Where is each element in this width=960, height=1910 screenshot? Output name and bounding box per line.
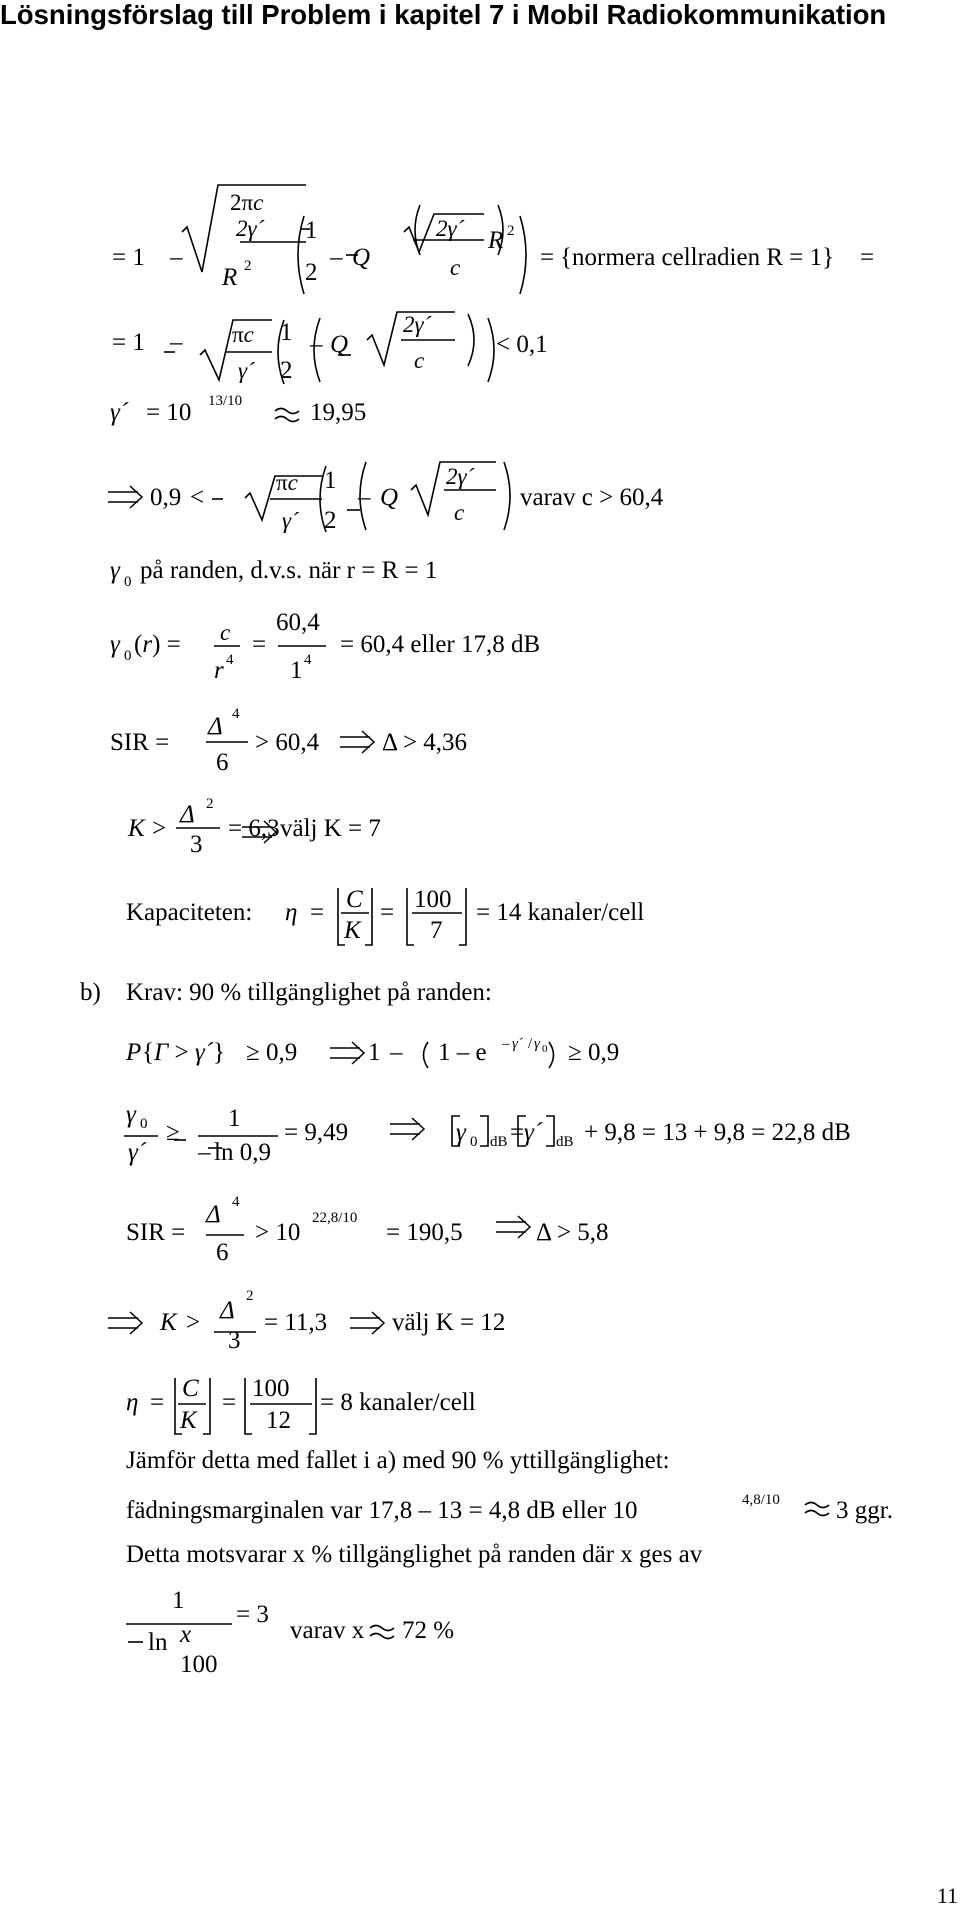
svg-text:100: 100 — [414, 886, 452, 913]
svg-text:7: 7 — [430, 917, 443, 944]
svg-text:≥ 0,9: ≥ 0,9 — [568, 1039, 620, 1066]
svg-text:SIR =: SIR = — [126, 1219, 186, 1246]
svg-text:< 0,1: < 0,1 — [496, 331, 548, 358]
svg-text:Q: Q — [352, 244, 371, 271]
svg-text:(r) =: (r) = — [134, 631, 181, 658]
svg-text:Δ: Δ — [220, 1297, 235, 1324]
pa-randen: på randen, d.v.s. när r = R = 1 — [140, 557, 438, 584]
svg-text:1: 1 — [228, 1105, 241, 1132]
svg-text:/: / — [528, 1036, 533, 1052]
svg-text:–: – — [358, 484, 371, 511]
svg-text:η: η — [285, 899, 298, 926]
svg-text:–: – — [310, 331, 323, 358]
fadnings-text: fädningsmarginalen var 17,8 – 13 = 4,8 dB eller 10 — [126, 1497, 638, 1524]
exponent-13-10: 13/10 — [208, 393, 243, 409]
svg-text:c: c — [450, 255, 461, 280]
svg-text:γ´: γ´ — [238, 358, 255, 383]
svg-text:γ´: γ´ — [110, 399, 129, 426]
svg-text:–: – — [390, 1039, 403, 1066]
varav-c: varav c > 60,4 — [520, 484, 664, 511]
svg-text:=: = — [510, 1119, 525, 1146]
svg-text:Δ: Δ — [180, 801, 195, 828]
svg-text:{Γ > γ´}: {Γ > γ´} — [142, 1039, 226, 1066]
svg-text:K: K — [160, 1309, 177, 1336]
valj-k7: välj K = 7 — [280, 815, 381, 842]
svg-text:> 10: > 10 — [255, 1219, 301, 1246]
svg-text:P: P — [126, 1039, 142, 1066]
normera-text: {normera cellradien R = 1} — [560, 244, 835, 271]
svg-text:= 1: = 1 — [112, 329, 145, 356]
svg-text:= 1: = 1 — [112, 244, 145, 271]
exponent-4-8-10: 4,8/10 — [742, 1492, 780, 1508]
svg-text:=: = — [150, 1389, 165, 1416]
svg-text:dB: dB — [556, 1134, 574, 1150]
valj-k12: välj K = 12 — [392, 1309, 506, 1336]
svg-text:4: 4 — [304, 652, 312, 668]
svg-text:SIR =: SIR = — [110, 729, 170, 756]
svg-text:2: 2 — [244, 258, 252, 274]
svg-text:R: R — [222, 264, 238, 291]
sir-b-result: = 190,5 — [386, 1219, 463, 1246]
svg-text:1: 1 — [305, 217, 318, 244]
svg-text:6: 6 — [216, 1239, 229, 1266]
svg-text:4: 4 — [232, 706, 240, 722]
svg-text:γ´: γ´ — [128, 1139, 147, 1166]
svg-text:4: 4 — [232, 1194, 240, 1210]
svg-text:100: 100 — [180, 1651, 218, 1678]
svg-text:2γ´: 2γ´ — [403, 312, 432, 337]
k-b-result: = 11,3 — [264, 1309, 328, 1336]
svg-text:ln 0,9: ln 0,9 — [214, 1139, 271, 1166]
svg-text:3: 3 — [228, 1327, 241, 1354]
svg-text:γ´: γ´ — [282, 508, 299, 533]
svg-text:≥ 0,9: ≥ 0,9 — [246, 1039, 298, 1066]
svg-text:4: 4 — [226, 652, 234, 668]
svg-text:C: C — [346, 886, 363, 913]
svg-text:–: – — [198, 1139, 211, 1166]
svg-text:K: K — [180, 1407, 197, 1434]
svg-text:≥: ≥ — [166, 1119, 180, 1146]
svg-text:γ: γ — [110, 631, 120, 658]
svg-text:γ: γ — [110, 557, 120, 584]
svg-text:= 3: = 3 — [236, 1601, 269, 1628]
svg-text:>: > — [152, 815, 167, 842]
svg-text:=: = — [252, 631, 267, 658]
svg-text:0: 0 — [542, 1043, 548, 1055]
svg-text:0: 0 — [470, 1134, 478, 1150]
eq-60-4-eller: = 60,4 eller 17,8 dB — [340, 631, 541, 658]
svg-text:2: 2 — [280, 357, 293, 384]
krav-text: Krav: 90 % tillgänglighet på randen: — [126, 979, 492, 1006]
svg-text:1: 1 — [324, 467, 337, 494]
x-72-percent: 72 % — [402, 1617, 455, 1644]
svg-text:6: 6 — [216, 749, 229, 776]
jamfor-text: Jämför detta med fallet i a) med 90 % yttillgänglighet: — [126, 1447, 670, 1474]
svg-text:2: 2 — [507, 223, 515, 239]
svg-text:2: 2 — [305, 259, 318, 286]
svg-text:100: 100 — [252, 1375, 290, 1402]
svg-text:C: C — [182, 1375, 199, 1402]
svg-text:1: 1 — [368, 1039, 381, 1066]
svg-text:γ: γ — [534, 1036, 540, 1052]
varav-x: varav x — [290, 1617, 365, 1644]
motsvarar-text: Detta motsvarar x % tillgänglighet på randen där x ges av — [126, 1541, 703, 1568]
svg-text:–: – — [330, 244, 343, 271]
svg-text:πc: πc — [276, 470, 298, 495]
svg-text:Q: Q — [380, 484, 399, 511]
svg-text:=: = — [222, 1389, 237, 1416]
svg-text:γ: γ — [456, 1119, 466, 1146]
svg-text:0: 0 — [140, 1116, 148, 1132]
svg-text:K: K — [128, 815, 145, 842]
svg-text:0: 0 — [124, 648, 132, 664]
svg-text:γ´: γ´ — [512, 1036, 523, 1052]
svg-text:r: r — [214, 657, 224, 684]
svg-text:Δ: Δ — [206, 1201, 221, 1228]
svg-text:12: 12 — [266, 1407, 291, 1434]
svg-text:2γ´: 2γ´ — [446, 464, 475, 489]
sir-a-value: > 60,4 — [255, 729, 320, 756]
delta-a-value: Δ > 4,36 — [382, 729, 468, 756]
svg-text:2: 2 — [206, 796, 214, 812]
svg-text:>: > — [186, 1309, 201, 1336]
svg-text:γ´: γ´ — [524, 1119, 543, 1146]
svg-text:Δ: Δ — [208, 713, 223, 740]
svg-text:2γ´: 2γ´ — [436, 216, 465, 241]
svg-text:γ: γ — [126, 1101, 136, 1128]
eta-a-result: = 14 kanaler/cell — [476, 899, 645, 926]
svg-text:0,9: 0,9 — [150, 484, 182, 511]
svg-text:=: = — [860, 244, 875, 271]
gamma-prime-def: = 10 — [146, 399, 192, 426]
svg-text:= 9,49: = 9,49 — [284, 1119, 349, 1146]
svg-text:c: c — [414, 348, 425, 373]
page-number: 11 — [936, 1883, 958, 1908]
part-b-label: b) — [80, 979, 101, 1006]
svg-text:ln: ln — [148, 1629, 168, 1656]
svg-text:2πc: 2πc — [230, 190, 264, 215]
page-title: Lösningsförslag till Problem i kapitel 7 i Mobil Radiokommunikation — [0, 0, 887, 30]
svg-text:c: c — [220, 620, 231, 645]
svg-text:0: 0 — [124, 574, 132, 590]
svg-text:dB: dB — [490, 1134, 508, 1150]
three-ggr: 3 ggr. — [836, 1497, 893, 1524]
delta-b-value: Δ > 5,8 — [536, 1219, 609, 1246]
svg-text:c: c — [454, 500, 465, 525]
svg-text:3: 3 — [190, 831, 203, 858]
svg-text:–: – — [170, 244, 183, 271]
svg-text:–: – — [502, 1036, 510, 1052]
k-a-result: = 6,3 — [228, 815, 280, 842]
svg-text:1: 1 — [290, 657, 303, 684]
svg-text:=: = — [310, 899, 325, 926]
svg-text:60,4: 60,4 — [276, 609, 320, 636]
svg-text:2γ´: 2γ´ — [236, 216, 265, 241]
svg-text:<: < — [190, 484, 205, 511]
svg-text:2: 2 — [246, 1288, 254, 1304]
svg-text:η: η — [126, 1389, 139, 1416]
kapaciteten-label: Kapaciteten: — [126, 899, 253, 926]
svg-text:=: = — [380, 899, 395, 926]
gamma-db-equation: + 9,8 = 13 + 9,8 = 22,8 dB — [584, 1119, 851, 1146]
svg-text:1 – e: 1 – e — [438, 1039, 487, 1066]
svg-text:1: 1 — [280, 319, 293, 346]
exponent-22-8-10: 22,8/10 — [312, 1210, 358, 1226]
svg-text:x: x — [180, 1621, 192, 1648]
svg-text:2: 2 — [324, 507, 337, 534]
svg-text:=: = — [540, 244, 555, 271]
svg-text:πc: πc — [232, 322, 254, 347]
eta-b-result: = 8 kanaler/cell — [320, 1389, 476, 1416]
svg-text:Q: Q — [330, 331, 349, 358]
svg-text:K: K — [344, 917, 361, 944]
svg-text:1: 1 — [172, 1587, 185, 1614]
svg-text:R: R — [488, 227, 504, 254]
approx-value: 19,95 — [310, 399, 367, 426]
svg-text:–: – — [170, 329, 183, 356]
